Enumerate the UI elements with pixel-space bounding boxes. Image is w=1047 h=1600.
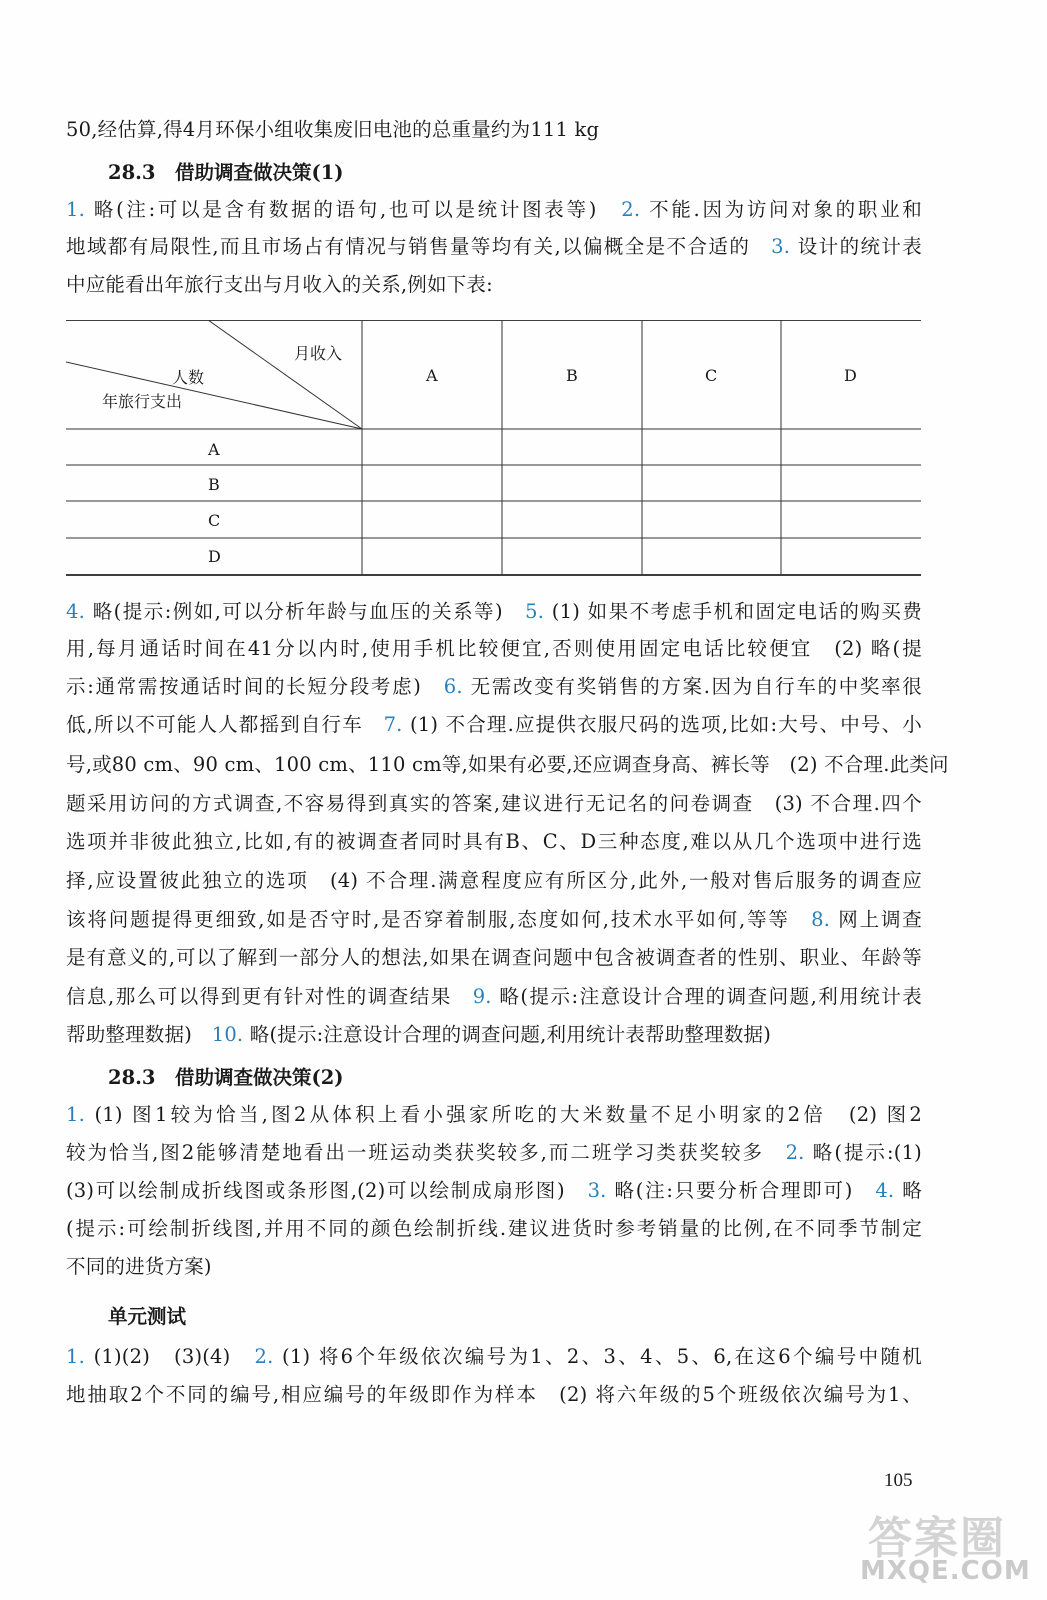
text-line [66, 1020, 922, 1050]
text-segment: 略(提示:例如,可以分析年龄与血压的关系等) [85, 600, 526, 623]
item-number: 2. [785, 1141, 805, 1164]
item-number: 2. [254, 1345, 274, 1368]
text-segment: (1) 不合理.应提供衣服尺码的选项,比如:大号、中号、小 [402, 713, 922, 736]
text-segment: 不能.因为访问对象的职业和 [640, 198, 922, 221]
text-line [66, 1380, 922, 1410]
text-line [66, 827, 922, 857]
row-header: B [208, 475, 220, 494]
text-segment: (3)可以绘制成折线图或条形图,(2)可以绘制成扇形图) [66, 1179, 588, 1202]
item-number: 7. [383, 713, 403, 736]
item-number: 9. [472, 985, 492, 1008]
text-segment: 地域都有局限性,而且市场占有情况与销售量等均有关,以偏概全是不合适的 [66, 235, 772, 258]
text-line [66, 597, 922, 627]
header-mid-label: 人数 [172, 368, 205, 387]
text-line [66, 195, 922, 225]
item-number: 3. [587, 1179, 607, 1202]
text-line [66, 943, 922, 973]
text-segment: (1) 图1较为恰当,图2从体积上看小强家所吃的大米数量不足小明家的2倍 (2) 图2 [85, 1103, 922, 1126]
item-number: 3. [771, 235, 791, 258]
text-line [66, 634, 922, 664]
data-table [66, 320, 921, 576]
page-number: 105 [884, 1470, 913, 1491]
text-line [66, 905, 922, 935]
watermark-bottom-text: MXQE.COM [860, 1556, 1031, 1586]
text-segment: 择,应设置彼此独立的选项 (4) 不合理.满意程度应有所区分,此外,一般对售后服务的调查应 [66, 869, 922, 892]
text-line [66, 1176, 922, 1206]
item-number: 5. [525, 600, 545, 623]
text-segment: 该将问题提得更细致,如是否守时,是否穿着制服,态度如何,技术水平如何,等等 [66, 908, 812, 931]
section-heading-3: 单元测试 [108, 1305, 187, 1328]
section-heading-1: 28.3 借助调查做决策(1) [108, 161, 344, 184]
text-line [66, 710, 922, 740]
text-line [66, 1252, 922, 1282]
column-header: D [844, 366, 857, 385]
text-line [66, 232, 922, 262]
row-header: A [208, 440, 220, 459]
text-segment: 略(提示:注意设计合理的调查问题,利用统计表 [491, 985, 922, 1008]
text-line [66, 982, 922, 1012]
header-bottom-label: 年旅行支出 [102, 392, 183, 411]
text-segment: 帮助整理数据) [66, 1023, 212, 1046]
text-line [66, 270, 922, 300]
item-number: 10. [211, 1023, 244, 1046]
text-line [66, 789, 922, 819]
text-line [66, 866, 922, 896]
text-segment: 题采用访问的方式调查,不容易得到真实的答案,建议进行无记名的问卷调查 (3) 不合理.四个 [66, 792, 922, 815]
item-number: 1. [66, 1103, 86, 1126]
item-number: 8. [811, 908, 831, 931]
row-header: C [208, 511, 221, 530]
text-line [66, 1100, 922, 1130]
text-segment: 是有意义的,可以了解到一部分人的想法,如果在调查问题中包含被调查者的性别、职业、年龄等 [66, 946, 922, 969]
item-number: 6. [443, 675, 463, 698]
table-grid [66, 320, 921, 576]
section-heading-2: 28.3 借助调查做决策(2) [108, 1066, 344, 1089]
text-segment: (1) 如果不考虑手机和固定电话的购买费 [544, 600, 922, 623]
text-segment: (1)(2) (3)(4) [85, 1345, 255, 1368]
column-header: B [566, 366, 578, 385]
text-segment: (提示:可绘制折线图,并用不同的颜色绘制折线.建议进货时参考销量的比例,在不同季节制定 [66, 1217, 922, 1240]
header-top-label: 月收入 [294, 344, 343, 363]
text-segment: 号,或80 cm、90 cm、100 cm、110 cm等,如果有必要,还应调查身高、裤长等 (2) 不合理.此类问 [66, 753, 949, 776]
text-segment: (1) 将6个年级依次编号为1、2、3、4、5、6,在这6个编号中随机 [273, 1345, 922, 1368]
text-segment: 低,所以不可能人人都摇到自行车 [66, 713, 384, 736]
text-segment: 网上调查 [830, 908, 923, 931]
column-header: C [705, 366, 718, 385]
text-segment: 无需改变有奖销售的方案.因为自行车的中奖率很 [462, 675, 922, 698]
text-segment: 略 [894, 1179, 922, 1202]
text-segment: 设计的统计表 [790, 235, 922, 258]
text-segment: 地抽取2个不同的编号,相应编号的年级即作为样本 (2) 将六年级的5个班级依次编号为1、 [66, 1383, 922, 1406]
text-segment: 信息,那么可以得到更有针对性的调查结果 [66, 985, 473, 1008]
text-segment: 中应能看出年旅行支出与月收入的关系,例如下表: [66, 273, 493, 296]
text-segment: 略(提示:(1) [804, 1141, 922, 1164]
column-header: A [426, 366, 438, 385]
item-number: 1. [66, 1345, 86, 1368]
text-segment: 较为恰当,图2能够清楚地看出一班运动类获奖较多,而二班学习类获奖较多 [66, 1141, 786, 1164]
text-segment: 示:通常需按通话时间的长短分段考虑) [66, 675, 444, 698]
item-number: 4. [66, 600, 86, 623]
text-segment: 略(注:只要分析合理即可) [606, 1179, 876, 1202]
text-segment: 略(提示:注意设计合理的调查问题,利用统计表帮助整理数据) [243, 1023, 772, 1046]
item-number: 2. [621, 198, 641, 221]
text-line [66, 115, 922, 145]
watermark-logo [860, 1502, 1030, 1592]
watermark-top-text: 答案圈 [868, 1513, 1006, 1564]
text-line [66, 750, 949, 780]
text-line [66, 1214, 922, 1244]
item-number: 4. [875, 1179, 895, 1202]
text-line [66, 1138, 922, 1168]
text-line [66, 672, 922, 702]
text-line [66, 1342, 922, 1372]
item-number: 1. [66, 198, 86, 221]
text-segment: 略(注:可以是含有数据的语句,也可以是统计图表等) [85, 198, 622, 221]
row-header: D [208, 547, 221, 566]
text-segment: 用,每月通话时间在41分以内时,使用手机比较便宜,否则使用固定电话比较便宜 (2) 略(提 [66, 637, 922, 660]
text-segment: 选项并非彼此独立,比如,有的被调查者同时具有B、C、D三种态度,难以从几个选项中进行选 [66, 830, 922, 853]
text-segment: 不同的进货方案) [66, 1255, 212, 1278]
text-segment: 50,经估算,得4月环保小组收集废旧电池的总重量约为111 kg [66, 118, 600, 141]
